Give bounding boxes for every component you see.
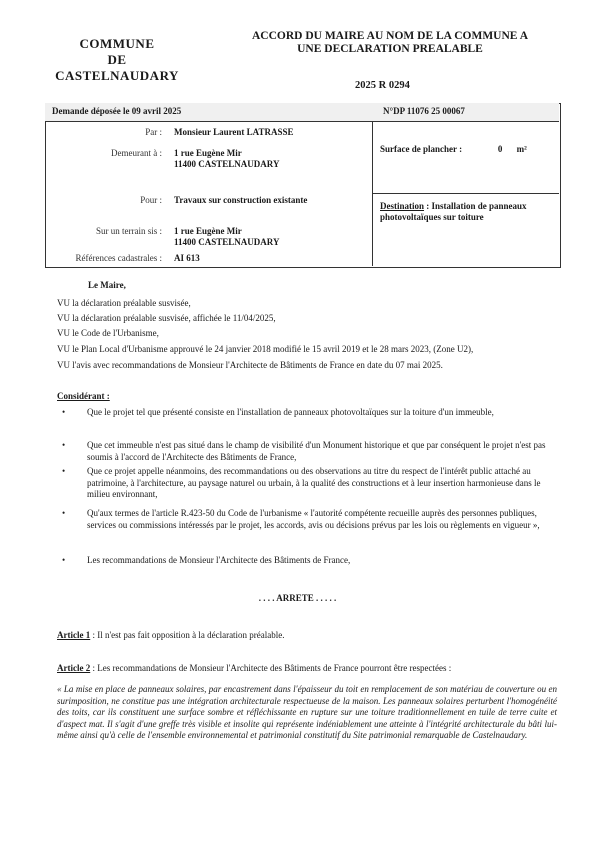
bullet-icon: • xyxy=(62,440,66,450)
refs-label: Références cadastrales : xyxy=(75,253,162,263)
document-title xyxy=(220,30,560,56)
article-2-label: Article 2 xyxy=(57,663,91,673)
demeurant-label: Demeurant à : xyxy=(111,148,162,158)
considerant-item: Que cet immeuble n'est pas situé dans le champ de visibilité d'un Monument historique et que par conséquent le projet n'est pas soumis à l'accord de l'Architecte des Bâtiments de France, xyxy=(87,440,546,462)
vu-line: VU le Plan Local d'Urbanisme approuvé le 24 janvier 2018 modifié le 15 avril 2019 et le 28 mars 2023, (Zone U2), xyxy=(57,344,474,354)
vu-line: VU la déclaration préalable susvisée, xyxy=(57,298,191,308)
vu-line: VU le Code de l'Urbanisme, xyxy=(57,328,159,338)
vu-line: VU la déclaration préalable susvisée, affichée le 11/04/2025, xyxy=(57,313,276,323)
demande-date: Demande déposée le 09 avril 2025 xyxy=(52,106,182,116)
considerant-item: Que ce projet appelle néanmoins, des recommandations ou des observations au titre du respect de l'intérêt public attaché au patrimoine, à l'architecture, au paysage naturel ou urbain, à la qualité des constructions et à leur insertion harmonieuse dans le milieu environnant, xyxy=(87,466,541,499)
pour-value: Travaux sur construction existante xyxy=(174,195,308,205)
considerant-item: Que le projet tel que présenté consiste en l'installation de panneaux photovoltaïques sur la toiture d'un immeuble, xyxy=(87,407,494,417)
terrain-line: 1 rue Eugène Mir xyxy=(174,226,242,236)
article-1-text: : Il n'est pas fait opposition à la déclaration préalable. xyxy=(90,630,285,640)
table-divider xyxy=(373,193,559,194)
article-2 xyxy=(57,662,557,674)
abf-quote: « La mise en place de panneaux solaires, par encastrement dans l'épaisseur du toit en remplacement de son matériau de couverture ou en surimposition, ne constitue pas une intégration architecturale respectueuse de la maison. Les panneaux solaires perturbent l'homogénéité des toits, car ils constituent une surface sombre et réfléchissante en rupture sur une toiture traditionnellement en tuile de terre cuite et d'aspect mat. Il s'agit d'une greffe très visible et insolite qui représente indéniablement une atteinte à l'intégrité architecturale du bâti lui-même ainsi qu'à celle de l'ensemble environnemental et patrimonial constitutif du Site patrimonial remarquable de Castelnaudary. xyxy=(57,684,557,740)
destination-label: Destination xyxy=(380,201,425,211)
surface-label: Surface de plancher : xyxy=(380,144,463,154)
surface-value: 0 xyxy=(497,144,503,154)
bullet-icon: • xyxy=(62,466,66,476)
par-value: Monsieur Laurent LATRASSE xyxy=(174,127,294,137)
terrain-label: Sur un terrain sis : xyxy=(96,226,162,236)
title-line: ACCORD DU MAIRE AU NOM DE LA COMMUNE A xyxy=(252,30,528,42)
vu-line: VU l'avis avec recommandations de Monsieur l'Architecte de Bâtiments de France en date du 07 mai 2025. xyxy=(57,360,443,370)
le-maire: Le Maire, xyxy=(88,280,126,290)
bullet-icon: • xyxy=(62,508,66,518)
refs-value: AI 613 xyxy=(174,253,200,263)
arrete-number: 2025 R 0294 xyxy=(355,80,410,91)
arrete-heading: . . . . ARRETE . . . . . xyxy=(258,593,337,603)
pour-label: Pour : xyxy=(140,195,162,205)
article-1 xyxy=(57,629,557,641)
considerant-item: Qu'aux termes de l'article R.423-50 du Code de l'urbanisme « l'autorité compétente recueille auprès des personnes publiques, services ou commissions intéressés par le projet, les accords, avis ou décisions prévus par les lois ou règlements en vigueur », xyxy=(87,508,540,530)
bullet-icon: • xyxy=(62,555,66,565)
article-1-label: Article 1 xyxy=(57,630,91,640)
title-line: UNE DECLARATION PREALABLE xyxy=(297,43,483,55)
par-label: Par : xyxy=(145,127,162,137)
article-2-text: : Les recommandations de Monsieur l'Architecte des Bâtiments de France pourront être respectées : xyxy=(90,663,452,673)
dossier-number: N°DP 11076 25 00067 xyxy=(383,106,465,116)
terrain-line: 11400 CASTELNAUDARY xyxy=(174,237,280,247)
commune-line: CASTELNAUDARY xyxy=(55,68,179,83)
demeurant-line: 1 rue Eugène Mir xyxy=(174,148,242,158)
bullet-icon: • xyxy=(62,407,66,417)
destination-value: : Installation de panneaux photovoltaïques sur toiture xyxy=(380,201,527,222)
commune-line: COMMUNE xyxy=(79,36,155,51)
surface-field xyxy=(380,144,527,154)
considerant-item: Les recommandations de Monsieur l'Architecte des Bâtiments de France, xyxy=(87,555,351,565)
considerant-heading: Considérant : xyxy=(57,391,110,401)
demeurant-line: 11400 CASTELNAUDARY xyxy=(174,159,280,169)
commune-line: DE xyxy=(107,52,127,67)
destination-field xyxy=(380,201,550,223)
commune-block xyxy=(52,36,182,84)
surface-unit: m² xyxy=(516,144,527,154)
